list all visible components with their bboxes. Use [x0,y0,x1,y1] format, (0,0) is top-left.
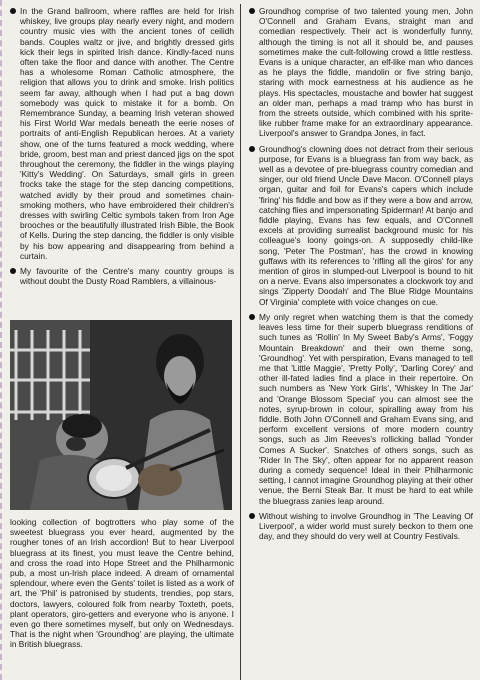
bullet-icon [10,8,16,14]
paragraph-text: In the Grand ballroom, where raffles are held for Irish whiskey, live groups play nearly every night, and modern country music vies with the ancient tones of ceilidh bands. Couples waltz or jive, and brightly dressed girls kick their legs in spirited Irish dance. Kindly-faced nuns often take the floor and dance with another. The Centre has a wholesome Roman Catholic atmosphere, the religion that allows you to drink and smoke. Irish politics seem far away, although when I had put a bag down somebody was quick to mistake it for a bomb. On Remembrance Sunday, a beaming Irish veteran showed his First World War medals beneath the eerie noses of portraits of anti-English Republican heroes. At a variety show, one of the turns featured a mock wedding, where bride, groom, best man and priest danced jigs on the spot throughout the ceremony, the fiddler in the wings playing 'Kitty's Wedding'. On Saturdays, small girls in green frocks take the stage for the step dancing competitions, watched avidly by their proud and sometimes chain-smoking mothers, who have embroidered their children's dresses with swirling Celtic symbols taken from Iron Age brooches or the beautifully illustrated Irish Bible, the Book of Kells. During the step dancing, the fiddler is only visible by his bow appearing and disappearing from behind a curtain. [20,6,234,261]
band-photo [10,320,232,510]
paragraph-text: My favourite of the Centre's many country groups is without doubt the Dusty Road Ramblers, a villainous- [20,266,234,287]
paragraph-text: Without wishing to involve Groundhog in 'The Leaving Of Liverpool', a wider world must surely beckon to them one day, and they should do very well at Country Festivals. [259,510,473,542]
paragraph-text: looking collection of bogtrotters who play some of the sweetest bluegrass you ever heard, augmented by the rougher tones of an Irish accordion! But to hear Liverpool bluegrass at its finest, you must leave the Centre behind, and cross the road into Hope Street and the Philharmonic pub, a most un-Irish place indeed. A dream of ornamental splendour, where even the Gents' toilet is listed as a work of art, the 'Phil' is patronised by students, trendies, pop stars, doctors, lawyers, coloured folk from nearby Toxteth, poets, plant operators, giro-getters and everyone who is anyone. I even go there sometimes myself, but only on Wednesdays. That is the night when 'Groundhog' are playing, the ultimate in British bluegrass. [10,517,234,650]
bullet-icon [249,146,255,152]
bullet-icon [249,513,255,519]
right-column [249,6,473,546]
bullet-icon [249,8,255,14]
bullet-icon [10,268,16,274]
article-paragraph [10,266,234,286]
paragraph-text: Groundhog comprise of two talented young men, John O'Connell and Graham Evans, straight man and comedian respectively. Their act is wonderfully funny, although the timing is not all it should be, and pauses sometimes make the cult-following crowd a little restless. Evans is a unique character, an elf-like man who dances as he plays the fiddle, mandolin or five string banjo, staring with mock earnestness at his audience as he plays. His spectacles, moustache and bowler hat suggest an older man, perhaps a mad tramp who has burst in from the streets outside, which combined with his sprite-like rubber frame make for an extraordinary appearance. Liverpool's answer to Grandpa Jones, in fact. [259,6,473,139]
left-column-continued [10,517,234,655]
column-divider [240,4,241,680]
bullet-icon [249,314,255,320]
band-photo-illustration [10,320,232,510]
article-paragraph [249,312,473,506]
paragraph-text: Groundhog's clowning does not detract from their serious purpose, for Evans is a bluegrass fan from way back, as well as a devotee of pre-bluegrass country comedian and singer, our old friend Uncle Dave Macon. O'Connell plays organ, guitar and foil for Evans's capers which include 'firing' his fiddle and bow as if they were a bow and arrow, catching flies and impersonating Spiderman! At banjo and fiddle playing, Evans has few equals, and O'Connell excels at providing surrealist background music for his colleague's loony goings-on. A supposedly child-like song, 'Peter The Postman', has the crowd in knowing guffaws with its references to 'rifling all the giros' for any mention of giros in slumped-out Liverpool is bound to hit on a nerve. Evans also impersonates a clockwork toy and sings 'Zipperty Doodah' and The Blue Ridge Mountains Of Virginia' complete with voice changes on cue. [259,143,473,307]
article-paragraph [249,511,473,542]
left-column [10,6,234,291]
article-paragraph [249,6,473,139]
paragraph-text: My only regret when watching them is that the comedy leaves less time for their superb bluegrass renditions of such tunes as 'Rollin' In My Sweet Baby's Arms', 'Foggy Mountain Breakdown' and their own theme song, 'Groundhog'. Yet with perspiration, Evans managed to tell me that 'Little Maggie', 'Pretty Polly', 'Darling Corey' and other ill-fated ladies find a place in their repertoire. On such numbers as 'New York Girls', 'Whiskey In The Jar' and 'Orange Blossom Special' you can almost see the notes, syrup-brown in colour, spiralling away from his fiddle. Both John O'Connell and Graham Evans sing, and perform excellent versions of more modern country songs, such as Jim Reeves's rollicking ballad 'Yonder Comes A Sucker'. Snatches of others songs, such as 'Rider In The Sky', often appear for no apparent reason during a comedy sequence! Ideal in their Philharmonic setting, I cannot imagine Groundhog playing at their other venue, the Berni Steak Bar. It must be hard to eat while the bluegrass zanies leap around. [259,311,473,506]
article-paragraph [10,6,234,261]
article-paragraph [249,144,473,307]
article-paragraph [10,517,234,650]
